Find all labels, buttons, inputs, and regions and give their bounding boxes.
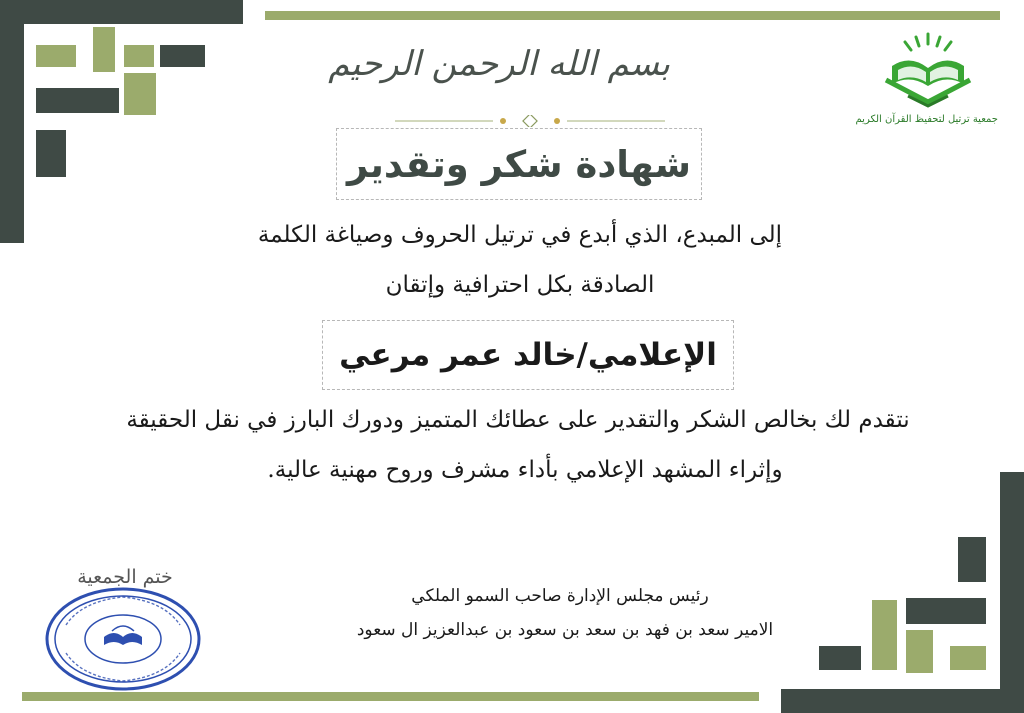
decor-block (36, 130, 66, 177)
quran-book-logo-icon (858, 30, 998, 108)
recipient-name: الإعلامي/خالد عمر مرعي (339, 337, 717, 373)
recipient-box (322, 320, 734, 390)
decor-block (872, 600, 897, 670)
association-seal (42, 585, 204, 693)
page-title: شهادة شكر وتقدير (346, 142, 692, 186)
frame-top-left-horizontal (0, 0, 243, 24)
decor-block (36, 88, 119, 113)
basmala: بسم الله الرحمن الرحيم (328, 44, 670, 84)
decor-block (819, 646, 861, 670)
frame-bottom-right-horizontal (781, 689, 1024, 713)
ornament-divider (395, 112, 665, 124)
intro-line-2: الصادقة بكل احترافية وإتقان (385, 272, 655, 298)
logo-org-name: جمعية ترتيل لتحفيظ القرآن الكريم (855, 114, 998, 125)
decor-block (906, 630, 933, 673)
decor-block (124, 73, 156, 115)
frame-top-left-vertical (0, 0, 24, 243)
decor-block (958, 537, 986, 582)
title-box (336, 128, 702, 200)
decor-block (906, 598, 986, 624)
decor-block (160, 45, 205, 67)
decor-block (36, 45, 76, 67)
frame-top-line (265, 11, 1000, 20)
body-line-2: وإثراء المشهد الإعلامي بأداء مشرف وروح مهنية عالية. (267, 457, 783, 483)
frame-bottom-right-vertical (1000, 472, 1024, 713)
decor-block (124, 45, 154, 67)
decor-block (93, 27, 115, 72)
intro-line-1: إلى المبدع، الذي أبدع في ترتيل الحروف وصياغة الكلمة (257, 222, 783, 248)
frame-bottom-line (22, 692, 759, 701)
body-line-1: نتقدم لك بخالص الشكر والتقدير على عطائك المتميز ودورك البارز في نقل الحقيقة (126, 407, 910, 433)
organization-logo (855, 30, 998, 130)
association-seal-icon (42, 585, 204, 693)
signature-role: رئيس مجلس الإدارة صاحب السمو الملكي (411, 586, 709, 606)
stamp-label: ختم الجمعية (77, 566, 173, 588)
decor-block (950, 646, 986, 670)
signature-name: الامير سعد بن فهد بن سعد بن سعود بن عبدالعزيز ال سعود (356, 620, 774, 640)
